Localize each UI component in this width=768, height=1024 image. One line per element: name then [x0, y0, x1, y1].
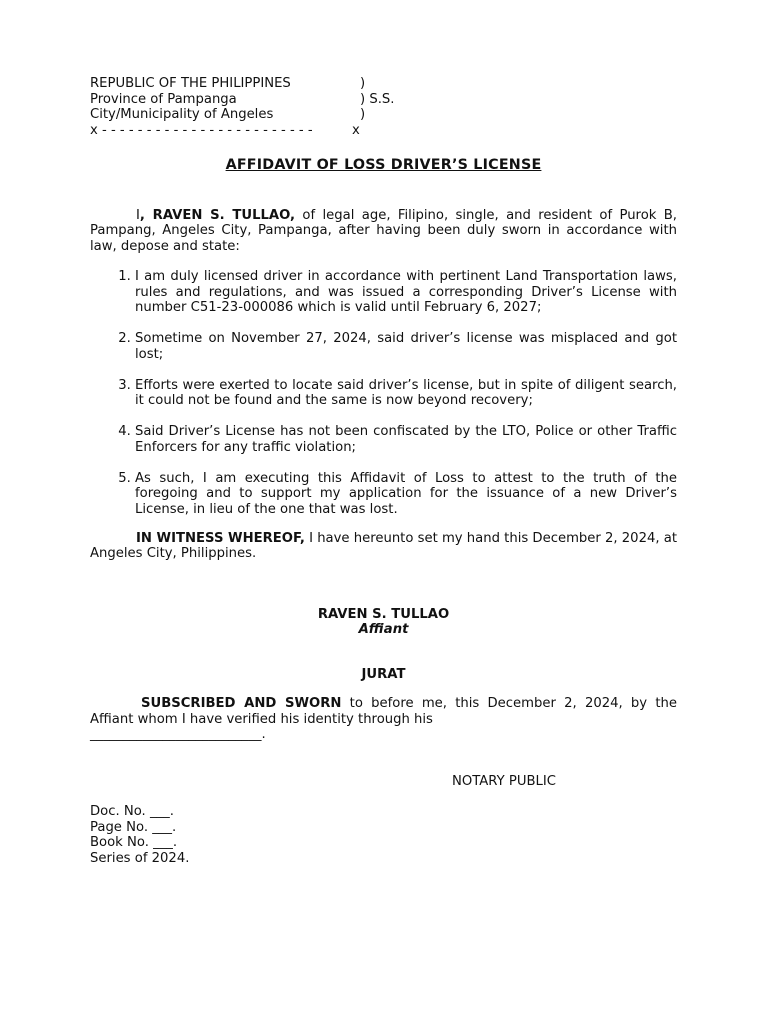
statement-item: 4. Said Driver’s License has not been confiscated by the LTO, Police or other Traffic Enforcers for any traffic violation;: [135, 424, 677, 455]
affidavit-page: [90, 76, 677, 866]
venue-paren: ): [360, 107, 366, 122]
statement-item: 2. Sometime on November 27, 2024, said driver’s license was misplaced and got lost;: [135, 331, 677, 362]
identity-blank: __________________________.: [90, 727, 266, 742]
doc-number: Doc. No. ___.: [90, 804, 174, 819]
witness-lead: IN WITNESS WHEREOF,: [136, 530, 305, 546]
statement-item: 1. I am duly licensed driver in accordance with pertinent Land Transportation laws, rules and regulations, and was issued a corresponding Driver’s License with number C51-23-000086 which is valid until February 6, 2027;: [135, 269, 677, 316]
statement-item: 3. Efforts were exerted to locate said driver’s license, but in spite of diligent search, it could not be found and the same is now beyond recovery;: [135, 378, 677, 409]
book-number: Book No. ___.: [90, 835, 178, 850]
affiant-name-inline: , RAVEN S. TULLAO,: [139, 207, 296, 223]
jurat-paragraph: [90, 696, 677, 743]
venue-line-city: [90, 107, 677, 123]
statement-list: [90, 269, 677, 517]
affiant-role: Affiant: [358, 622, 409, 637]
jurat-heading: JURAT: [361, 666, 406, 682]
venue-block: [90, 76, 677, 138]
intro-paragraph: [90, 208, 677, 255]
venue-paren: ): [360, 76, 366, 91]
venue-ss: ) S.S.: [360, 91, 395, 107]
jurat-text: to before me, this December 2, 2024, by the Affiant whom I have verified his identity through his: [90, 696, 677, 727]
affiant-name: RAVEN S. TULLAO: [317, 606, 450, 622]
venue-separator: [90, 123, 677, 139]
page-number: Page No. ___.: [90, 819, 177, 835]
notarial-register: [90, 804, 677, 866]
separator-dashes: x - - - - - - - - - - - - - - - - - - - - - - - -: [90, 122, 313, 138]
venue-line-republic: [90, 76, 677, 92]
venue-province: Province of Pampanga: [90, 91, 237, 107]
venue-city: City/Municipality of Angeles: [90, 107, 274, 122]
jurat-lead: SUBSCRIBED AND SWORN: [141, 696, 342, 711]
witness-text: I have hereunto set my hand this December 2, 2024, at Angeles City, Philippines.: [90, 530, 677, 561]
document-title: AFFIDAVIT OF LOSS DRIVER’S LICENSE: [225, 157, 542, 173]
signature-block: [90, 607, 677, 638]
witness-paragraph: [90, 531, 677, 562]
separator-end: x: [352, 122, 360, 138]
statement-item: 5. As such, I am executing this Affidavit of Loss to attest to the truth of the foregoing and to support my application for the issuance of a new Driver’s License, in lieu of the one that was lost.: [135, 471, 677, 518]
series-year: Series of 2024.: [90, 850, 190, 866]
notary-public-label: NOTARY PUBLIC: [452, 773, 556, 789]
venue-line-province: [90, 92, 677, 108]
intro-prefix: I: [136, 207, 140, 223]
intro-text: of legal age, Filipino, single, and resident of Purok B, Pampang, Angeles City, Pampanga, after having been duly sworn in accordance with law, depose and state:: [90, 207, 677, 254]
venue-republic: REPUBLIC OF THE PHILIPPINES: [90, 76, 291, 91]
